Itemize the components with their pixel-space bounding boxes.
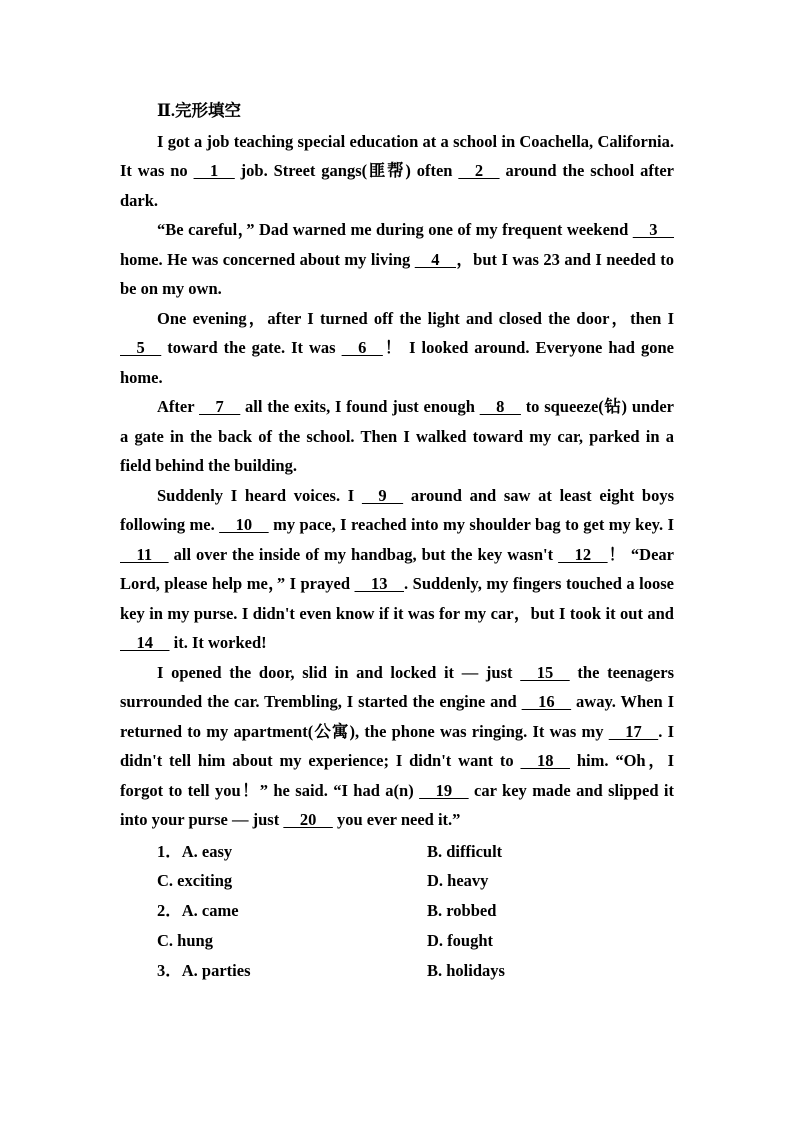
blank-18[interactable]: 18 [520,751,570,770]
blank-10[interactable]: 10 [219,515,269,534]
option-row [157,926,674,956]
passage-text: “Be careful，” Dad warned me during one of my frequent weekend [157,220,633,239]
option-choice[interactable]: C. exciting [157,871,233,891]
passage-text: around and saw at least eight boys following me. [120,485,674,534]
blank-8[interactable]: 8 [479,397,521,416]
blank-1[interactable]: 1 [193,161,235,180]
option-row [157,896,674,926]
blank-11[interactable]: 11 [120,544,169,564]
passage-paragraph [120,127,674,216]
passage-paragraph [120,481,674,658]
passage-text: I got a job teaching special education at a school in Coachella, California. It was no [120,131,674,180]
passage-text: ，but I was 23 and I needed to be on my own. [120,249,674,298]
blank-9[interactable]: 9 [361,485,404,505]
blank-4[interactable]: 4 [414,249,456,269]
option-choice[interactable]: 3．A. parties [157,960,251,980]
passage-text: . Suddenly, my fingers touched a loose key in my purse. I didn't even know if it was for my car，but I took it out and [120,574,674,623]
blank-20[interactable]: 20 [283,810,333,829]
passage-text: I opened the door, slid in and locked it — just [157,662,521,682]
option-choice[interactable]: D. fought [427,931,494,951]
option-choice[interactable]: D. heavy [427,871,489,891]
option-choice[interactable]: C. hung [157,931,213,951]
option-row [157,866,674,896]
option-choice[interactable]: 2．A. came [157,901,239,921]
blank-3[interactable]: 3 [632,220,674,239]
answer-options [120,837,674,986]
option-row [157,956,674,986]
option-choice[interactable]: B. robbed [427,901,497,921]
blank-15[interactable]: 15 [520,662,570,682]
passage-text: him. “Oh，I forgot to tell you！” he said. “I had a(n) [120,751,674,800]
passage-text: the teenagers surrounded the car. Trembling, I started the engine and [120,662,674,711]
blank-5[interactable]: 5 [120,338,162,357]
passage-text: Suddenly I heard voices. I [157,485,362,505]
option-row [157,837,674,867]
blank-17[interactable]: 17 [608,721,659,741]
passage-text: you ever need it.” [332,810,461,829]
passage-paragraph [120,304,674,393]
passage-text: it. It worked! [169,633,267,652]
blank-19[interactable]: 19 [419,780,469,800]
passage [120,127,674,835]
passage-text: After [157,397,200,416]
passage-text: all over the inside of my handbag, but the key wasn't [168,544,559,564]
blank-16[interactable]: 16 [521,692,572,711]
passage-text: to squeeze(钻) under a gate in the back of the school. Then I walked toward my car, parked in a field behind the building. [120,397,674,475]
passage-text: ！ I looked around. Everyone had gone home. [120,338,674,387]
blank-12[interactable]: 12 [558,544,608,564]
passage-paragraph [120,392,674,481]
passage-text: car key made and slipped it into your purse — just [120,780,675,829]
blank-13[interactable]: 13 [354,574,405,593]
cloze-page [120,96,674,985]
section-title: Ⅱ.完形填空 [157,101,242,120]
passage-text: around the school after dark. [120,161,674,210]
passage-text: away. When I returned to my apartment(公寓), the phone was ringing. It was my [120,692,674,741]
blank-7[interactable]: 7 [199,397,241,416]
option-choice[interactable]: B. difficult [427,841,503,861]
passage-text: One evening，after I turned off the light and closed the door，then I [157,308,674,328]
option-choice[interactable]: B. holidays [427,960,505,980]
option-choice[interactable]: 1．A. easy [157,841,233,861]
passage-text: toward the gate. It was [161,338,342,357]
blank-2[interactable]: 2 [458,161,500,180]
passage-text: job. Street gangs(匪帮) often [234,161,459,180]
blank-14[interactable]: 14 [120,633,170,652]
passage-paragraph [120,658,674,835]
passage-text: . I didn't tell him about my experience; I didn't want to [120,721,675,770]
passage-paragraph [120,215,674,304]
passage-text: ！ “Dear Lord, please help me，” I prayed [120,544,674,593]
passage-text: home. He was concerned about my living [120,249,415,269]
passage-text: all the exits, I found just enough [240,397,480,416]
blank-6[interactable]: 6 [341,338,383,357]
passage-text: my pace, I reached into my shoulder bag to get my key. I [268,515,674,534]
